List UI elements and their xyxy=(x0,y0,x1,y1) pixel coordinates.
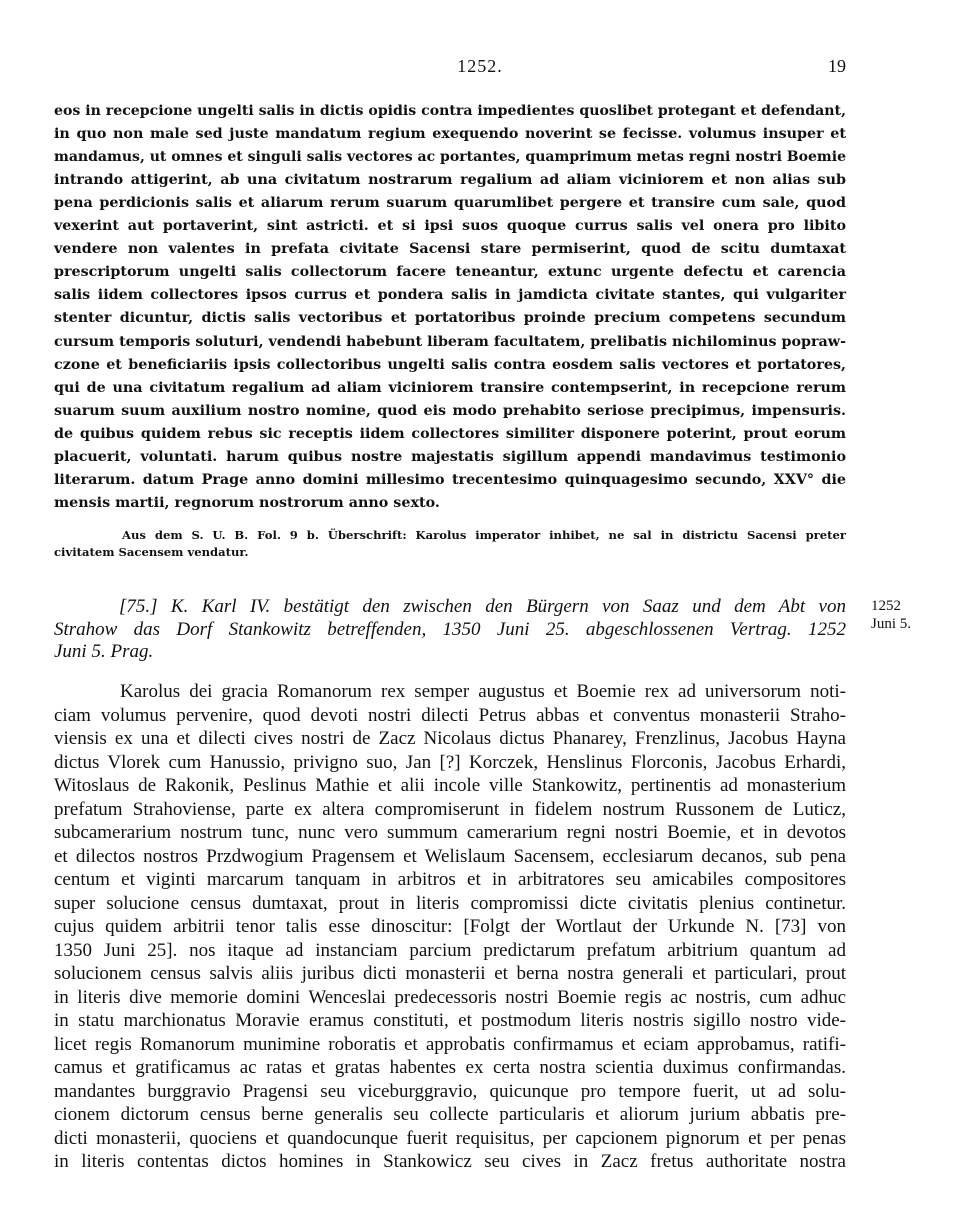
body-line: cionem dictorum census berne generalis seu collecte particularis et aliorum jurium abbatis pre- xyxy=(54,1104,846,1125)
continuation-line: de quibus quidem rebus sic receptis iidem collectores similiter disponere poterint, prout eorum xyxy=(54,425,846,442)
body-line: in literis dive memorie domini Wenceslai predecessoris nostri Boemie regis ac nostris, cum adhuc xyxy=(54,986,846,1008)
body-line: 1350 Juni 25]. nos itaque ad instanciam parcium predictarum prefatum arbitrium quantum ad xyxy=(54,939,846,961)
body-line: Karolus dei gracia Romanorum rex semper augustus et Boemie rex ad universorum noti- xyxy=(120,681,846,702)
body-line: centum et viginti marcarum tanquam in arbitros et in arbitratores seu amicabiles compositores xyxy=(54,869,846,890)
body-line: dictus Vlorek cum Hanussio, privigno suo, Jan [?] Korczek, Henslinus Florconis, Jacobus Erhardi, xyxy=(54,751,846,773)
body-line: mandantes burggravio Pragensi seu viceburggravio, quicunque pro tempore fuerit, ut ad solu- xyxy=(54,1080,846,1102)
body-line: cujus quidem arbitrii tenor talis esse dinoscitur: [Folgt der Wortlaut der Urkunde N. [73] von xyxy=(54,916,846,937)
body-line: dicti monasterii, quociens et quandocunque fuerit requisitus, per capcionem pignorum et per penas xyxy=(54,1127,846,1149)
body-line: viensis ex una et dilecti cives nostri de Zacz Nicolaus dictus Phanarey, Frenzlinus, Jacobus Hayna xyxy=(54,728,846,749)
continuation-line: in quo non male sed juste mandatum regium exequendo noverint se fecisse. volumus insuper et xyxy=(54,126,846,143)
continuation-line: mandamus, ut omnes et singuli salis vectores ac portantes, quamprimum metas regni nostri Boemie xyxy=(54,149,846,166)
continuation-line: placuerit, voluntati. harum quibus nostre majestatis sigillum appendi mandavimus testimonio xyxy=(54,448,846,465)
continuation-line: mensis martii, regnorum nostrorum anno sexto. xyxy=(54,494,440,511)
continuation-line: salis iidem collectores ipsos currus et pondera salis in jamdicta civitate stantes, qui vulgariter xyxy=(54,287,846,304)
body-line: Witoslaus de Rakonik, Peslinus Mathie et alii incole ville Stankowitz, pertinentis ad monasterium xyxy=(54,775,846,796)
body-line: super solucione census dumtaxat, prout in literis compromissi dicte civitatis plenius continetur. xyxy=(54,892,846,914)
continuation-line: prescriptorum ungelti salis collectorum facere teneantur, extunc urgente defectu et carencia xyxy=(54,264,846,281)
body-line: camus et gratificamus ac ratas et gratas habentes ex certa nostra scientia duximus confirmandas. xyxy=(54,1057,846,1078)
body-line: solucionem census salvis aliis juribus dicti monasterii et berna nostra generali et particulari, prout xyxy=(54,963,846,984)
body-line: subcamerarium nostrum tunc, nunc vero summum camerarium regni nostri Boemie, et in devotos xyxy=(54,822,846,843)
page-number: 19 xyxy=(828,56,846,76)
body-line: et dilectos nostros Przdwogium Pragensem et Welislaum Sacensem, ecclesiarum decanos, sub pena xyxy=(54,845,846,867)
continuation-line: literarum. datum Prage anno domini millesimo trecentesimo quinquagesimo secundo, XXV° die xyxy=(54,471,846,488)
continuation-line: eos in recepcione ungelti salis in dictis opidis contra impedientes quoslibet protegant et defendant, xyxy=(54,103,846,119)
continuation-line: cursum temporis soluturi, vendendi habebunt liberam facultatem, prelibatis nichilominus popraw- xyxy=(54,333,846,350)
page-year-header: 1252. xyxy=(457,56,503,76)
continuation-line: vendere non valentes in prefata civitate Sacensi stare permiserint, quod de scitu dumtaxat xyxy=(54,241,846,258)
body-line: ciam volumus pervenire, quod devoti nostri dilecti Petrus abbas et conventus monasterii Straho- xyxy=(54,704,846,726)
continuation-line: suarum suum auxilium nostro nomine, quod eis modo prehabito seriose precipimus, impensuris. xyxy=(54,402,846,419)
heading-line: Strahow das Dorf Stankowitz betreffenden, 1350 Juni 25. abgeschlossenen Vertrag. 1252 xyxy=(54,618,846,640)
body-line: licet regis Romanorum munimine roboratis et approbatis confirmamus et eciam approbamus, ratifi- xyxy=(54,1033,846,1055)
continuation-line: czone et beneficiariis ipsis collectoribus ungelti salis contra eosdem salis vectores et portatores, xyxy=(54,356,846,373)
continuation-line: pena perdicionis salis et aliarum rerum suarum quarumlibet pergere et transire cum sale, quod xyxy=(54,195,846,212)
body-line: in statu marchionatus Moravie eramus constituti, et postmodum literis nostris sigillo nostro vide- xyxy=(54,1010,846,1031)
body-line: in literis contentas dictos homines in Stankowicz seu cives in Zacz fretus authoritate nostra xyxy=(54,1151,846,1172)
continuation-line: stenter dicuntur, dictis salis vectoribus et portatoribus proinde precium competens secundum xyxy=(54,310,846,327)
margin-date-day: Juni 5. xyxy=(871,616,912,632)
continuation-line: vexerint aut portaverint, sint astricti. et si ipsi suos quoque currus salis vel onera pro libito xyxy=(54,218,846,235)
continuation-line: intrando attigerint, ab una civitatum nostrarum regalium ad aliam viciniorem et non alias sub xyxy=(54,172,846,189)
heading-line: Juni 5. Prag. xyxy=(54,641,154,662)
source-note-line: civitatem Sacensem vendatur. xyxy=(54,545,249,559)
source-note-line: Aus dem S. U. B. Fol. 9 b. Überschrift: Karolus imperator inhibet, ne sal in districtu Sacensi preter xyxy=(122,528,846,542)
continuation-line: qui de una civitatum regalium ad aliam viciniorem transire contempserint, in recepcione rerum xyxy=(54,379,846,396)
heading-line: [75.] K. Karl IV. bestätigt den zwischen den Bürgern von Saaz und dem Abt von xyxy=(119,596,846,617)
body-line: prefatum Strahoviense, parte ex altera compromiserunt in fidelem nostrum Russonem de Luticz, xyxy=(54,798,846,820)
margin-date-year: 1252 xyxy=(871,598,901,614)
